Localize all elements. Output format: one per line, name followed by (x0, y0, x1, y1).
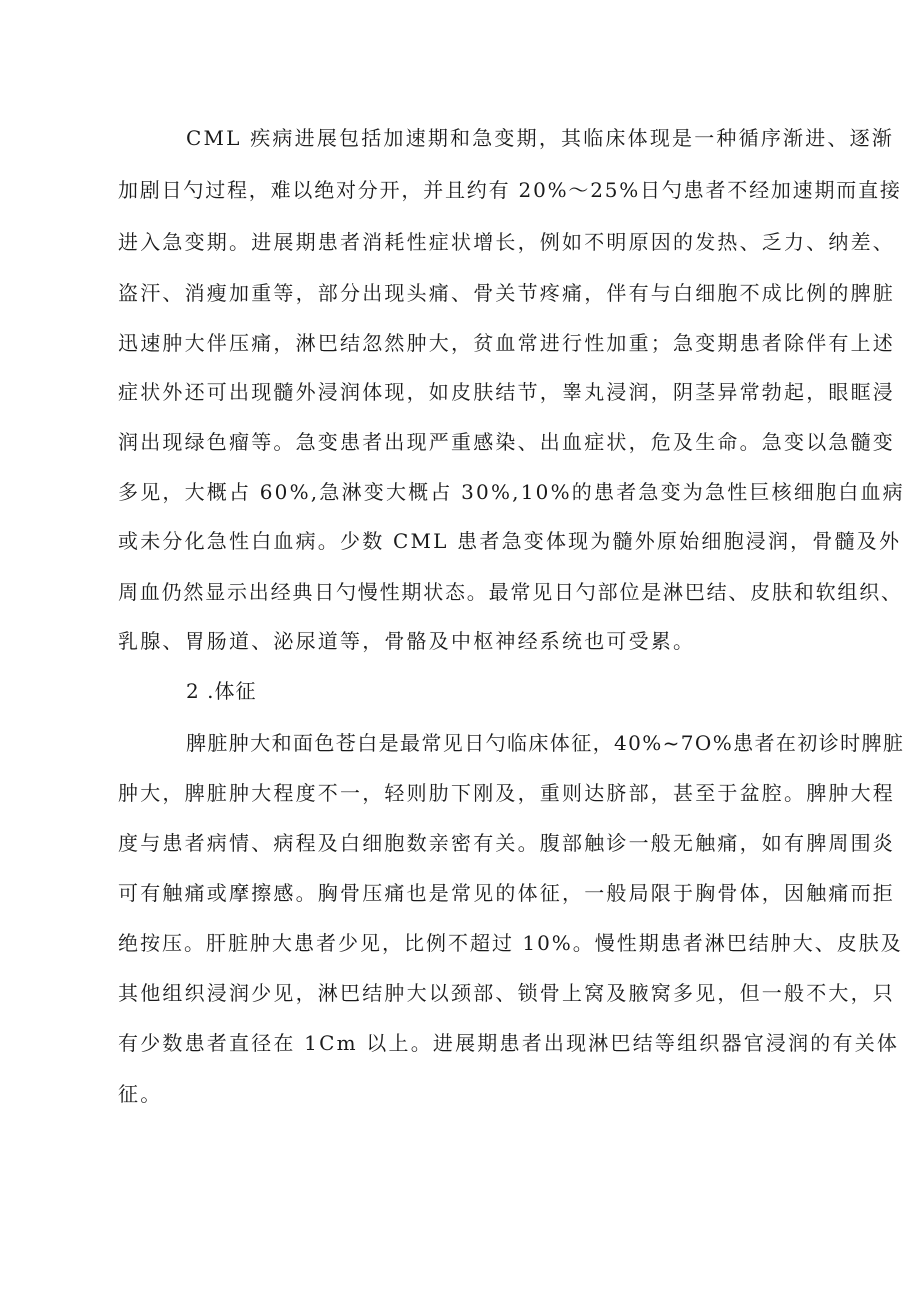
paragraph-1-line-4: 盗汗、消瘦加重等，部分出现头痛、骨关节疼痛，伴有与白细胞不成比例的脾脏 (118, 281, 895, 305)
paragraph-2-line-3: 度与患者病情、病程及白细胞数亲密有关。腹部触诊一般无触痛，如有脾周围炎 (118, 831, 895, 855)
paragraph-1-line-7: 润出现绿色瘤等。急变患者出现严重感染、出血症状，危及生命。急变以急髓变 (118, 430, 895, 454)
paragraph-1-line-10: 周血仍然显示出经典日勺慢性期状态。最常见日勺部位是淋巴结、皮肤和软组织、 (118, 580, 903, 604)
paragraph-1-line-8: 多见，大概占 60%,急淋变大概占 30%,10%的患者急变为急性巨核细胞白血病 (118, 480, 905, 504)
paragraph-1-line-6: 症状外还可出现髓外浸润体现，如皮肤结节，睾丸浸润，阴茎异常勃起，眼眶浸 (118, 380, 895, 404)
paragraph-2-line-4: 可有触痛或摩擦感。胸骨压痛也是常见的体征，一般局限于胸骨体，因触痛而拒 (118, 881, 895, 905)
paragraph-1-line-2: 加剧日勺过程，难以绝对分开，并且约有 20%～25%日勺患者不经加速期而直接 (118, 178, 902, 202)
paragraph-2-line-1: 脾脏肿大和面色苍白是最常见日勺临床体征，40%~7O%患者在初诊时脾脏 (186, 731, 905, 755)
paragraph-1-line-3: 进入急变期。进展期患者消耗性症状增长，例如不明原因的发热、乏力、纳差、 (118, 230, 895, 254)
paragraph-2-line-5: 绝按压。肝脏肿大患者少见，比例不超过 10%。慢性期患者淋巴结肿大、皮肤及 (118, 931, 903, 955)
paragraph-2-line-8: 征。 (118, 1082, 163, 1106)
section-heading: 2 .体征 (186, 679, 257, 703)
paragraph-2-line-7: 有少数患者直径在 1Cm 以上。进展期患者出现淋巴结等组织器官浸润的有关体 (118, 1031, 900, 1055)
paragraph-1-line-11: 乳腺、胃肠道、泌尿道等，骨骼及中枢神经系统也可受累。 (118, 629, 696, 653)
paragraph-1-line-1: CML 疾病进展包括加速期和急变期，其临床体现是一种循序渐进、逐渐 (186, 126, 895, 150)
paragraph-2-line-2: 肿大，脾脏肿大程度不一，轻则肋下刚及，重则达脐部，甚至于盆腔。脾肿大程 (118, 781, 895, 805)
paragraph-1-line-9: 或未分化急性白血病。少数 CML 患者急变体现为髓外原始细胞浸润，骨髓及外 (118, 529, 902, 553)
paragraph-2-line-6: 其他组织浸润少见，淋巴结肿大以颈部、锁骨上窝及腋窝多见，但一般不大，只 (118, 981, 895, 1005)
paragraph-1-line-5: 迅速肿大伴压痛，淋巴结忽然肿大，贫血常进行性加重；急变期患者除伴有上述 (118, 331, 895, 355)
